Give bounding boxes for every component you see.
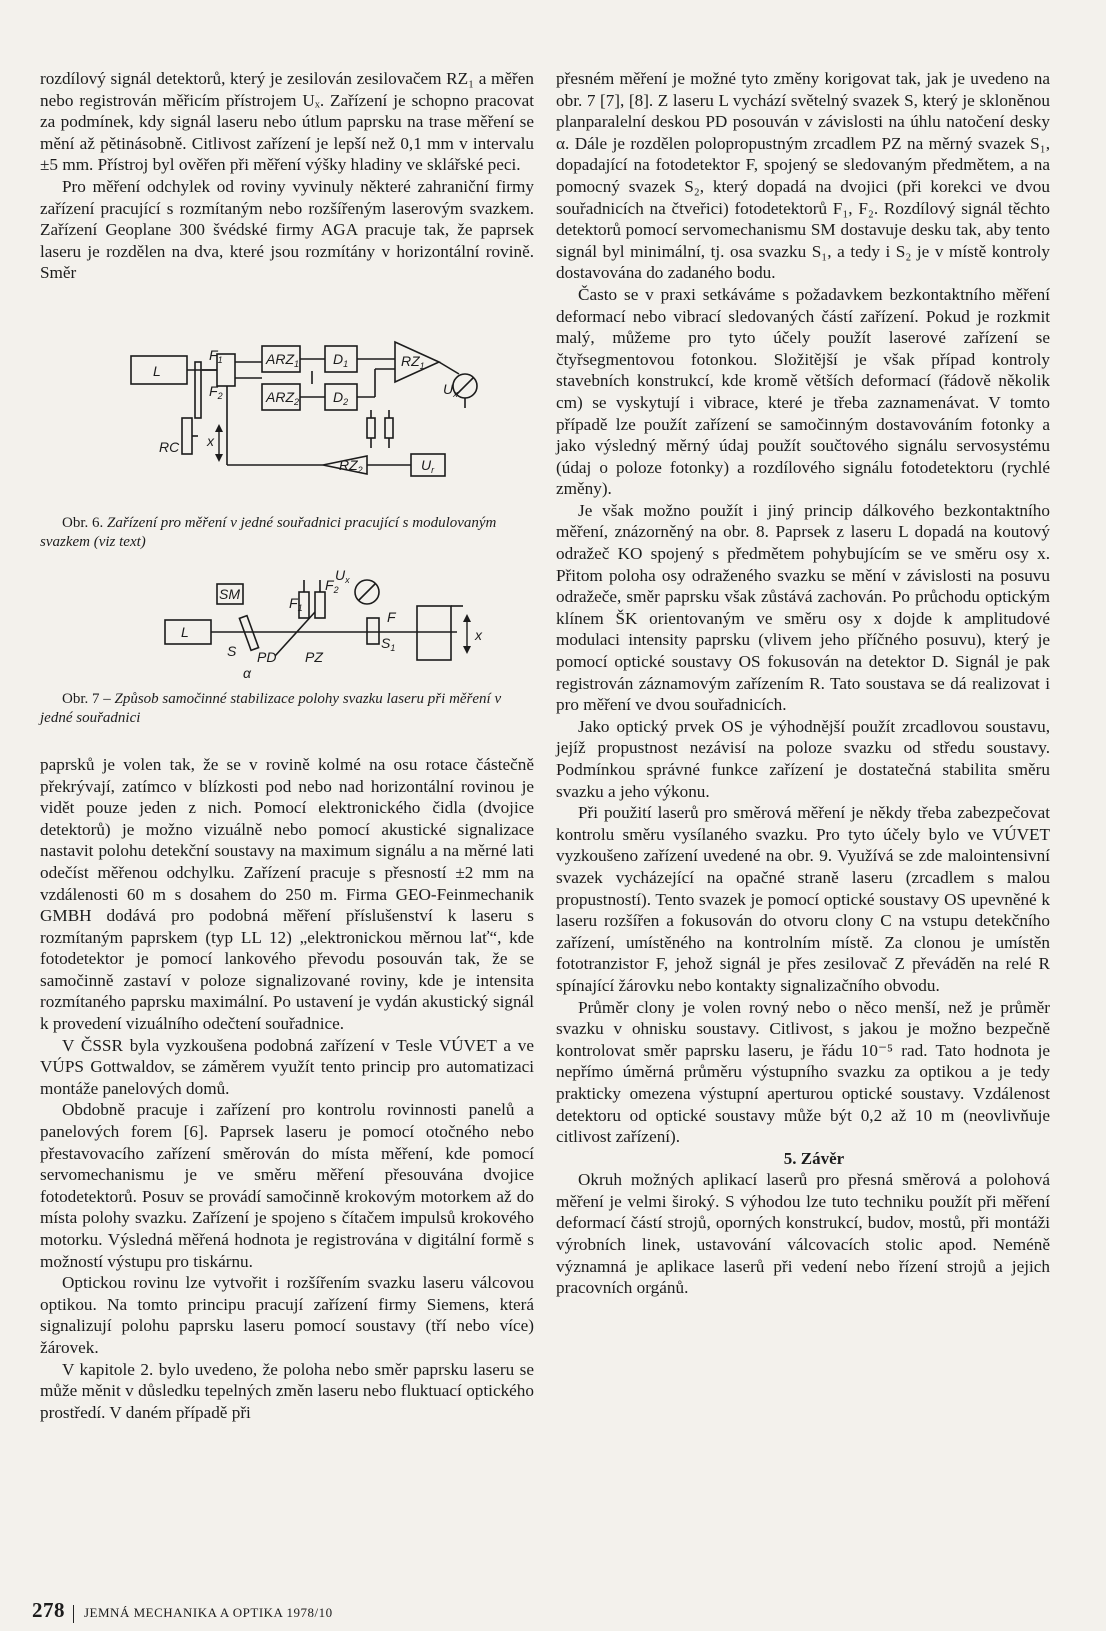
svg-text:F1: $F_1$ bbox=[289, 594, 303, 613]
svg-text:F2: $F_2$ bbox=[325, 576, 339, 595]
paragraph: Průměr clony je volen rovný nebo o něco menší, než je průměr svazku v ohnisku soustavy. Citlivost, s jakou je možno bezpečně kontrolovat směr paprsku laseru, je řádu 10⁻⁵ rad. Tato hodnota je nepřímo úměrná průměru výstupního svazku za optikou a je tedy prakticky omezena výstupní aperturou optické soustavy. Vzdálenost detektoru od optické soustavy může být 0,2 až 10 m (neovlivňuje citlivost zařízení). bbox=[556, 997, 1050, 1147]
paragraph: Pro měření odchylek od roviny vyvinuly některé zahraniční firmy zařízení pracující s rozmítaným nebo rozšířeným laserovým svazkem. Zařízení Geoplane 300 švédské firmy AGA pracuje tak, že paprsek laseru je rozdělen na dva, které jsou rozmítány v horizontální rovině. Směr bbox=[40, 176, 534, 283]
object-block bbox=[417, 606, 451, 660]
svg-text:D2: $D_2$ bbox=[333, 388, 349, 407]
svg-text:Ux: $U_x$ bbox=[443, 380, 458, 399]
page-footer bbox=[32, 1598, 333, 1623]
svg-text:RC: RC bbox=[159, 438, 180, 455]
svg-text:D1: $D_1$ bbox=[333, 350, 349, 369]
svg-text:L: L bbox=[181, 623, 189, 640]
svg-text:PZ: PZ bbox=[305, 648, 323, 665]
svg-text:F: F bbox=[387, 608, 396, 625]
svg-text:RZ2: $RZ_2$ bbox=[339, 456, 363, 475]
svg-text:α: α bbox=[243, 664, 251, 681]
svg-text:F1: $F_1$ bbox=[209, 346, 223, 365]
pd-plate bbox=[239, 616, 258, 651]
paragraph: V kapitole 2. bylo uvedeno, že poloha nebo směr paprsku laseru se může měnit v důsledku tepelných změn laseru nebo fluktuací optického prostředí. V daném případě při bbox=[40, 1359, 534, 1422]
paragraph: rozdílový signál detektorů, který je zesilován zesilovačem RZ₁ a měřen nebo registrován měřicím přístrojem Uₓ. Zařízení je schopno pracovat za podmínek, kdy signál laseru nebo útlum paprsku na trase měření se mění až pětinásobně. Citlivost zařízení je lepší než 0,1 mm v intervalu ±5 mm. Přístroj byl ověřen při měření výšky hladiny ve sklářské peci. bbox=[40, 69, 534, 175]
section-heading: 5. Závěr bbox=[783, 1148, 845, 1168]
figure-7-caption: Obr. 7 – Způsob samočinné stabilizace polohy svazku laseru při měření v jedné souřadnici bbox=[40, 690, 502, 726]
svg-text:x: x bbox=[475, 626, 482, 643]
paragraph: Okruh možných aplikací laserů pro přesná směrová a polohová měření je velmi široký. S výhodou lze tuto techniku použít při měření deformací částí strojů, oporných konstrukcí, budov, mostů, při montáži výrobních linek, ustavování válcovacích stolic apod. Neméně významná je aplikace laserů při vedení nebo řízení strojů a jejich pracovních orgánů. bbox=[556, 1170, 1050, 1298]
paragraph: přesném měření je možné tyto změny korigovat tak, jak je uvedeno na obr. 7 [7], [8]. Z laseru L vychází světelný svazek S, který je skloněnou planparalelní deskou PD posouván v závislosti na úhlu natočení desky α. Dále je rozdělen polopropustným zrcadlem PZ na měrný svazek S₁, dopadající na fotodetektor F, spojený se sledovaným předmětem, a na pomocný svazek S₂, který dopadá na dvojici (při korekci ve dvou souřadnicích na čtveřici) fotodetektorů F₁, F₂. Rozdílový signál těchto detektorů pomocí servomechanismu SM dostavuje desku tak, aby tento signál byl minimální, tj. osa svazku S₁, a tedy i S₂ je v místě kontroly dostavována do zadaného bodu. bbox=[556, 69, 1050, 283]
journal-title: JEMNÁ MECHANIKA A OPTIKA 1978/10 bbox=[84, 1605, 333, 1620]
paragraph: Při použití laserů pro směrová měření je někdy třeba zabezpečovat kontrolu směru vysílaného svazku. Pro tyto účely bylo ve VÚVET vyzkoušeno zařízení uvedené na obr. 9. Využívá se zde malointensivní svazek vycházející na opačné straně laseru (zrcadlem s malou propustností). Tento svazek je pomocí optické soustavy OS upevněné k laseru rozšířen a fokusován do otvoru clony C na vstupu detekčního zařízení, umístěného na kontrolním místě. Za clonou je umístěn fototranzistor F, jehož signál je přes zesilovač Z převáděn na relé R spínající žárovku nebo kontakty signalizačního obvodu. bbox=[556, 803, 1050, 995]
paragraph: Optickou rovinu lze vytvořit i rozšířením svazku laseru válcovou optikou. Na tomto principu pracují zařízení firmy Siemens, která signalizují polohu paprsku laseru pomocí soustavy (tří nebo více) žárovek. bbox=[40, 1273, 534, 1357]
svg-text:x: x bbox=[207, 432, 214, 449]
figure-6-diagram bbox=[67, 324, 507, 514]
svg-text:F2: $F_2$ bbox=[209, 382, 223, 401]
footer-divider bbox=[73, 1605, 74, 1623]
paragraph: Obdobně pracuje i zařízení pro kontrolu rovinnosti panelů a panelových forem [6]. Paprsek laseru je pomocí otočného nebo přestavovacího zařízení směrován do místa měření, kde pomocí servomechanismu je ve směru měření přesouvána dvojice fotodetektorů. Posuv se provádí samočinně krokovým motorkem až do místa polohy svazku. Zařízení je spojeno s čítačem impulsů krokového motorku. Výsledná měřená hodnota je registrována v digitální formě s možností výstupu pro tiskárnu. bbox=[40, 1100, 534, 1271]
svg-text:ARZ2: $ARZ_2$ bbox=[266, 388, 300, 407]
svg-text:SM: SM bbox=[219, 585, 240, 602]
figure-6-caption: Obr. 6. Zařízení pro měření v jedné souřadnici pracující s modulovaným svazkem (viz text) bbox=[40, 514, 497, 550]
paragraph: Je však možno použít i jiný princip dálkového bezkontaktního měření, znázorněný na obr. 8. Paprsek z laseru L dopadá na koutový odražeč KO spojený s předmětem pohybujícím se ve směru osy x. Přitom poloha osy odraženého svazku se mění v závislosti na posuvu odražeče, směr paprsku však zůstává zachován. Po průchodu optickým klínem ŠK orientovaným ve směru osy x dojde k amplitudové modulaci intensity paprsku (vlivem jeho příčného posuvu), který je pomocí optické soustavy OS fokusován na detektor D. Signál je pak registrován záznamovým zařízením R. Tato soustava se dá realizovat i pro měření ve dvou souřadnicích. bbox=[556, 500, 1050, 715]
svg-text:PD: PD bbox=[257, 648, 277, 665]
paragraph: paprsků je volen tak, že se v rovině kolmé na osu rotace částečně překrývají, zatímco v blízkosti pod nebo nad horizontální rovinou je vidět pouze jeden z nich. Pomocí elektronického čidla (dvojice detektorů) je možno vizuálně nebo pomocí akustické signalizace nastavit polohu detekční soustavy na maximum signálu a na měrné lati odečíst měřenou odchylku. Zařízení pracuje s přesností ±2 mm na vzdálenosti 60 m s dosahem do 250 m. Firma GEO-Feinmechanik GMBH dodává pro podobná měření příslušenství k laseru s rozmítaným paprskem (typ LL 12) „elektronickou měrnou lať“, kde fotodetektor je pomocí lankového převodu posouván tak, že se samočinně zastaví v poloze signalizované roviny, kde je intensita rozmítaného paprsku maximální. Po ustavení je vydán akustický signál k provedení vizuálního odečtení souřadnice. bbox=[40, 754, 534, 1034]
page-number: 278 bbox=[32, 1598, 65, 1622]
svg-text:Ur: $U_r$ bbox=[421, 456, 435, 475]
paragraph: Jako optický prvek OS je výhodnější použít zrcadlovou soustavu, jejíž propustnost nezávisí na poloze svazku od středu soustavy. Podmínkou správné funkce zařízení je dostatečná stabilita směru svazku a jeho výkonu. bbox=[556, 716, 1050, 801]
left-column bbox=[40, 68, 534, 1423]
svg-text:ARZ1: $ARZ_1$ bbox=[266, 350, 300, 369]
paragraph: Často se v praxi setkáváme s požadavkem bezkontaktního měření deformací nebo vibrací sledovaných částí zařízení. Pokud je rozkmit malý, můžeme pro tyto účely použít laserové zařízení se čtyřsegmentovou fotonkou. Složitější je však případ kontroly stavebních konstrukcí, kde kromě větších deformací (řádově několik cm) se vyskytují i vibrace, které je třeba zaznamenávat. V tomto případě lze použít zařízení se samočinným dostavováním fotonky a jako výsledný měrný údaj použít součtového signálu servosystému (údaj o poloze fotonky) a rozdílového signálu fotodetektoru (rychlé změny). bbox=[556, 284, 1050, 499]
f-detector bbox=[367, 618, 379, 644]
svg-text:S: S bbox=[227, 642, 237, 659]
svg-text:L: L bbox=[153, 362, 161, 379]
svg-text:Ux: $U_x$ bbox=[335, 569, 350, 585]
right-column bbox=[556, 68, 1050, 1299]
figure-7-diagram bbox=[67, 570, 507, 690]
svg-text:RZ1: $RZ_1$ bbox=[401, 352, 425, 371]
svg-text:S1: $S_1$ bbox=[381, 634, 396, 653]
paragraph: V ČSSR byla vyzkoušena podobná zařízení v Tesle VÚVET a ve VÚPS Gottwaldov, se záměrem využít tento princip pro automatizaci montáže panelových domů. bbox=[40, 1035, 534, 1098]
